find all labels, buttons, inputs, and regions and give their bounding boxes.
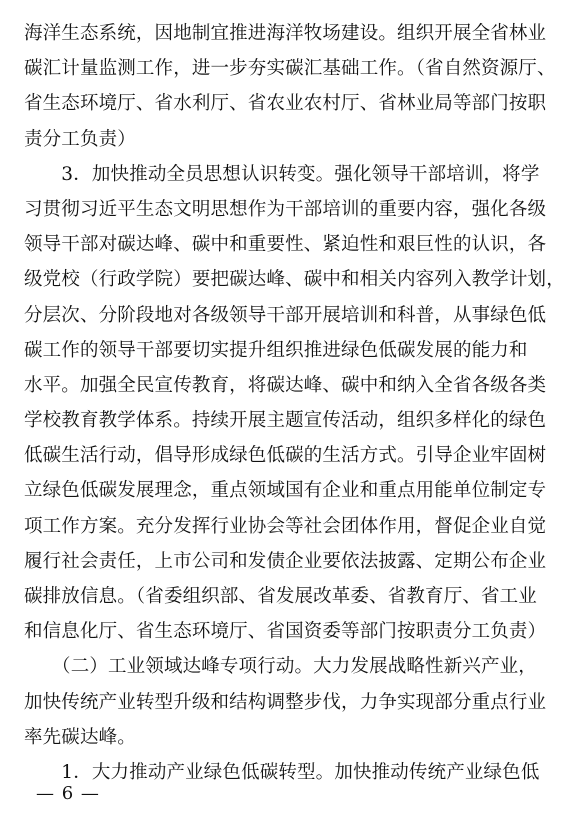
text-line: 1．大力推动产业绿色低碳转型。加快推动传统产业绿色低 [24,761,540,783]
page-number: — 6 — [36,783,100,804]
text-line: 碳工作的领导干部要切实提升组织推进绿色低碳发展的能力和 [24,339,528,361]
text-line: 碳汇计量监测工作，进一步夯实碳汇基础工作。（省自然资源厅、 [24,58,556,80]
text-line: 学校教育教学体系。持续开展主题宣传活动，组织多样化的绿色 [24,410,547,432]
text-line: 水平。加强全民宣传教育，将碳达峰、碳中和纳入全省各级各类 [24,374,547,396]
text-line: 级党校（行政学院）要把碳达峰、碳中和相关内容列入教学计划， [24,269,565,291]
text-line: （二）工业领域达峰专项行动。大力发展战略性新兴产业， [24,656,537,678]
text-line: 碳排放信息。（省委组织部、省发展改革委、省教育厅、省工业 [24,586,537,607]
text-line: 率先碳达峰。 [24,726,136,748]
text-line: 习贯彻习近平生态文明思想作为干部培训的重要内容，强化各级 [24,198,547,220]
text-line: 立绿色低碳发展理念，重点领域国有企业和重点用能单位制定专 [24,480,547,502]
text-line: 加快传统产业转型升级和结构调整步伐，力争实现部分重点行业 [24,691,547,713]
text-line: 低碳生活行动，倡导形成绿色低碳的生活方式。引导企业牢固树 [24,445,547,467]
text-line: 海洋生态系统，因地制宜推进海洋牧场建设。组织开展全省林业 [24,23,547,44]
text-line: 3．加快推动全员思想认识转变。强化领导干部培训，将学 [24,163,540,185]
text-line: 项工作方案。充分发挥行业协会等社会团体作用，督促企业自觉 [24,515,547,537]
text-line: 分层次、分阶段地对各级领导干部开展培训和科普，从事绿色低 [24,304,547,326]
text-line: 和信息化厅、省生态环境厅、省国资委等部门按职责分工负责） [24,621,547,643]
text-line: 履行社会责任，上市公司和发债企业要依法披露、定期公布企业 [24,550,547,572]
text-line: 省生态环境厅、省水利厅、省农业农村厅、省林业局等部门按职 [24,93,547,115]
text-line: 责分工负责） [24,128,136,150]
text-line: 领导干部对碳达峰、碳中和重要性、紧迫性和艰巨性的认识，各 [24,234,547,256]
